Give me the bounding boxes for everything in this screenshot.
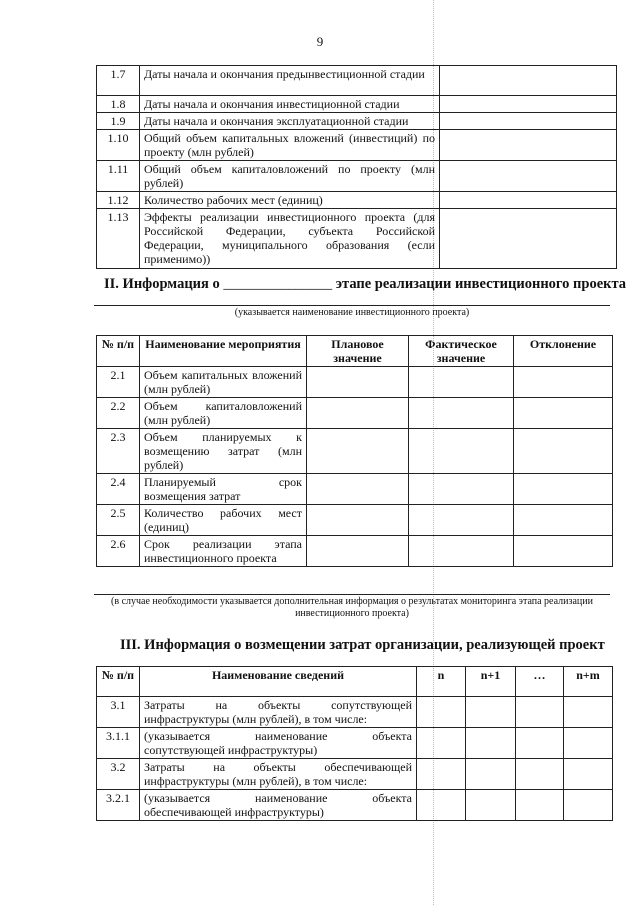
year-cell: [564, 759, 613, 790]
row-number: 2.4: [97, 474, 140, 505]
row-number: 2.5: [97, 505, 140, 536]
heading-suffix: этапе реализации инвестиционного проекта: [335, 276, 627, 292]
fact-cell: [409, 398, 514, 429]
table-row: [97, 429, 613, 474]
value-cell: [440, 66, 617, 96]
fact-cell: [409, 474, 514, 505]
header-name: Наименование мероприятия: [140, 336, 307, 367]
fact-cell: [409, 429, 514, 474]
header-num: № п/п: [97, 667, 140, 697]
row-number: 1.12: [97, 192, 140, 209]
header-n-plus-m: n+m: [564, 667, 613, 697]
row-number: 3.2.1: [97, 790, 140, 821]
year-cell: [417, 759, 466, 790]
table-header-row: [97, 336, 613, 367]
additional-info-line: [94, 594, 610, 595]
value-cell: [440, 161, 617, 192]
value-cell: [440, 192, 617, 209]
project-name-caption: (указывается наименование инвестиционного проекта): [234, 307, 470, 318]
row-label: Объем капиталовложений (млн рублей): [140, 398, 307, 429]
row-number: 2.2: [97, 398, 140, 429]
value-cell: [440, 96, 617, 113]
row-number: 3.1: [97, 697, 140, 728]
header-deviation: Отклонение: [514, 336, 613, 367]
row-label: Затраты на объекты сопутствующей инфраструктуры (млн рублей), в том числе:: [140, 697, 417, 728]
header-plan: Плановое значение: [307, 336, 409, 367]
header-n: n: [417, 667, 466, 697]
year-cell: [564, 728, 613, 759]
year-cell: [516, 697, 564, 728]
row-number: 1.10: [97, 130, 140, 161]
row-number: 2.1: [97, 367, 140, 398]
row-number: 1.7: [97, 66, 140, 96]
row-label: (указывается наименование объекта сопутствующей инфраструктуры): [140, 728, 417, 759]
table-row: [97, 161, 617, 192]
table-header-row: [97, 667, 613, 697]
deviation-cell: [514, 505, 613, 536]
year-cell: [466, 790, 516, 821]
year-cell: [466, 728, 516, 759]
year-cell: [466, 697, 516, 728]
header-n-plus-1: n+1: [466, 667, 516, 697]
section-2-heading: [104, 276, 626, 293]
fact-cell: [409, 536, 514, 567]
deviation-cell: [514, 474, 613, 505]
table-row: [97, 697, 613, 728]
table-row: [97, 66, 617, 96]
table-row: [97, 209, 617, 269]
table-stage-monitoring: [96, 335, 613, 567]
row-label: (указывается наименование объекта обеспечивающей инфраструктуры): [140, 790, 417, 821]
year-cell: [417, 697, 466, 728]
value-cell: [440, 113, 617, 130]
row-label: Количество рабочих мест (единиц): [140, 505, 307, 536]
table-row: [97, 474, 613, 505]
year-cell: [564, 790, 613, 821]
row-number: 2.6: [97, 536, 140, 567]
plan-cell: [307, 505, 409, 536]
row-label: Срок реализации этапа инвестиционного проекта: [140, 536, 307, 567]
row-label: Даты начала и окончания инвестиционной стадии: [140, 96, 440, 113]
plan-cell: [307, 474, 409, 505]
table-row: [97, 96, 617, 113]
row-label: Объем планируемых к возмещению затрат (млн рублей): [140, 429, 307, 474]
table-row: [97, 505, 613, 536]
row-number: 1.11: [97, 161, 140, 192]
table-row: [97, 367, 613, 398]
table-row: [97, 192, 617, 209]
row-number: 3.1.1: [97, 728, 140, 759]
row-number: 1.9: [97, 113, 140, 130]
year-cell: [516, 759, 564, 790]
plan-cell: [307, 429, 409, 474]
header-name: Наименование сведений: [140, 667, 417, 697]
row-label: Даты начала и окончания предынвестиционной стадии: [140, 66, 440, 96]
row-number: 1.13: [97, 209, 140, 269]
row-label: Планируемый срок возмещения затрат: [140, 474, 307, 505]
table-project-info: [96, 65, 617, 269]
deviation-cell: [514, 367, 613, 398]
table-row: [97, 759, 613, 790]
table-row: [97, 398, 613, 429]
page-number: 9: [316, 34, 324, 49]
row-label: Количество рабочих мест (единиц): [140, 192, 440, 209]
plan-cell: [307, 398, 409, 429]
additional-info-caption: (в случае необходимости указывается дополнительная информация о результатах мониторинга этапа реализации инвестиционного проекта): [111, 596, 593, 619]
project-name-line: [94, 305, 610, 306]
year-cell: [417, 790, 466, 821]
year-cell: [417, 728, 466, 759]
table-row: [97, 130, 617, 161]
header-num: № п/п: [97, 336, 140, 367]
table-row: [97, 790, 613, 821]
header-fact: Фактическое значение: [409, 336, 514, 367]
year-cell: [564, 697, 613, 728]
plan-cell: [307, 536, 409, 567]
year-cell: [516, 790, 564, 821]
row-label: Затраты на объекты обеспечивающей инфраструктуры (млн рублей), в том числе:: [140, 759, 417, 790]
table-cost-reimbursement: [96, 666, 613, 821]
row-number: 1.8: [97, 96, 140, 113]
row-number: 2.3: [97, 429, 140, 474]
table-row: [97, 113, 617, 130]
year-cell: [466, 759, 516, 790]
plan-cell: [307, 367, 409, 398]
row-label: Общий объем капиталовложений по проекту (млн рублей): [140, 161, 440, 192]
table-row: [97, 536, 613, 567]
fact-cell: [409, 505, 514, 536]
row-label: Объем капитальных вложений (млн рублей): [140, 367, 307, 398]
header-ellipsis: …: [516, 667, 564, 697]
year-cell: [516, 728, 564, 759]
row-label: Даты начала и окончания эксплуатационной стадии: [140, 113, 440, 130]
fact-cell: [409, 367, 514, 398]
value-cell: [440, 209, 617, 269]
deviation-cell: [514, 398, 613, 429]
row-number: 3.2: [97, 759, 140, 790]
heading-blank: _______________: [223, 276, 333, 292]
deviation-cell: [514, 429, 613, 474]
table-row: [97, 728, 613, 759]
deviation-cell: [514, 536, 613, 567]
row-label: Общий объем капитальных вложений (инвестиций) по проекту (млн рублей): [140, 130, 440, 161]
row-label: Эффекты реализации инвестиционного проекта (для Российской Федерации, субъекта Российской Федерации, муниципального образования (если применимо)): [140, 209, 440, 269]
section-3-heading: III. Информация о возмещении затрат организации, реализующей проект: [120, 637, 605, 653]
heading-prefix: II. Информация о: [104, 276, 220, 292]
value-cell: [440, 130, 617, 161]
